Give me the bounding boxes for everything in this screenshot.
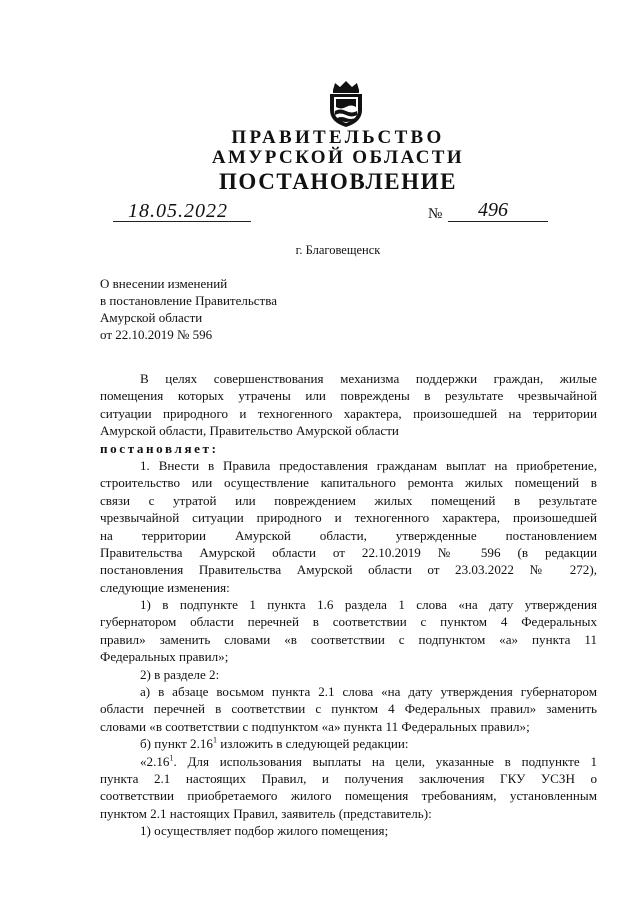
body-line: Правительства Амурской области от 22.10.2019 № 596 (в редакции: [100, 544, 597, 560]
amur-oblast-coat-of-arms-icon: [325, 80, 367, 128]
government-name-line2: АМУРСКОЙ ОБЛАСТИ: [211, 147, 465, 168]
body-line: губернатором области перечней в соответствии с пунктом 4 Федеральных: [100, 614, 597, 630]
subject-line: Амурской области: [100, 310, 203, 325]
body-line: на территории Амурской области, утвержденные постановлением: [100, 527, 597, 543]
document-type-title: ПОСТАНОВЛЕНИЕ: [218, 169, 458, 194]
body-line: 1) осуществляет подбор жилого помещения;: [140, 823, 389, 839]
city-name: г. Благовещенск: [295, 243, 381, 257]
body-line: помещения которых утрачены или повреждены в результате чрезвычайной: [100, 388, 597, 404]
number-label: №: [428, 206, 443, 222]
body-line: пункта 2.1 настоящих Правил, и получения заключения ГКУ УСЗН о: [100, 770, 597, 786]
superscript: 1: [169, 753, 174, 763]
subject-line: в постановление Правительства: [100, 293, 277, 308]
date-underline: [113, 221, 251, 222]
body-line-text: изложить в следующей редакции:: [216, 736, 409, 752]
number-underline: [448, 221, 548, 222]
body-line: Амурской области, Правительство Амурской области: [100, 423, 399, 439]
document-subject: [100, 275, 277, 343]
body-line: а) в абзаце восьмом пункта 2.1 слова «на дату утверждения губернатором: [140, 684, 597, 700]
body-line: В целях совершенствования механизма поддержки граждан, жилые: [140, 371, 597, 386]
body-line: 1. Внести в Правила предоставления гражданам выплат на приобретение,: [140, 457, 597, 473]
body-line: Федеральных правил»;: [100, 649, 229, 665]
superscript: 1: [212, 735, 217, 745]
body-line: 1) в подпункте 1 пункта 1.6 раздела 1 слова «на дату утверждения: [140, 597, 597, 613]
government-name-line1: ПРАВИТЕЛЬСТВО: [231, 127, 445, 148]
body-line: правил» заменить словами «в соответствии с подпунктом «а» пункта 11: [100, 631, 597, 647]
subject-line: О внесении изменений: [100, 276, 228, 291]
body-line: строительство или осуществление капитального ремонта жилых помещений в: [100, 475, 597, 491]
body-line-text: б) пункт 2.16: [140, 736, 213, 752]
resolution-keyword: постановляет:: [100, 440, 219, 456]
body-line: соответствии приобретаемого жилого помещения требованиям, установленным: [100, 788, 597, 804]
body-line-text: . Для использования выплаты на цели, указанные в подпункте 1: [173, 753, 597, 769]
subject-line: от 22.10.2019 № 596: [100, 327, 213, 342]
document-date: 18.05.2022: [128, 200, 228, 222]
body-line: постановления Правительства Амурской области от 23.03.2022 № 272),: [100, 562, 597, 578]
body-line: области перечней в соответствии с пунктом 4 Федеральных правил» заменить: [100, 701, 597, 717]
body-line: [100, 735, 597, 752]
body-line: чрезвычайной ситуации природного и техногенного характера, произошедшей: [100, 510, 597, 526]
document-body: [100, 370, 597, 840]
body-line: связи с утратой или повреждением жилых помещений в результате: [100, 492, 597, 508]
body-line: ситуации природного и техногенного характера, произошедшей на территории: [100, 405, 597, 421]
body-line-text: «2.16: [140, 753, 170, 769]
body-line: следующие изменения:: [100, 579, 230, 595]
body-line: пунктом 2.1 настоящих Правил, заявитель (представитель):: [100, 805, 432, 821]
body-line: [100, 753, 597, 770]
body-line: 2) в разделе 2:: [140, 666, 220, 682]
body-line: словами «в соответствии с подпунктом «а» пункта 11 Федеральных правил»;: [100, 718, 530, 734]
document-number: 496: [478, 199, 508, 221]
